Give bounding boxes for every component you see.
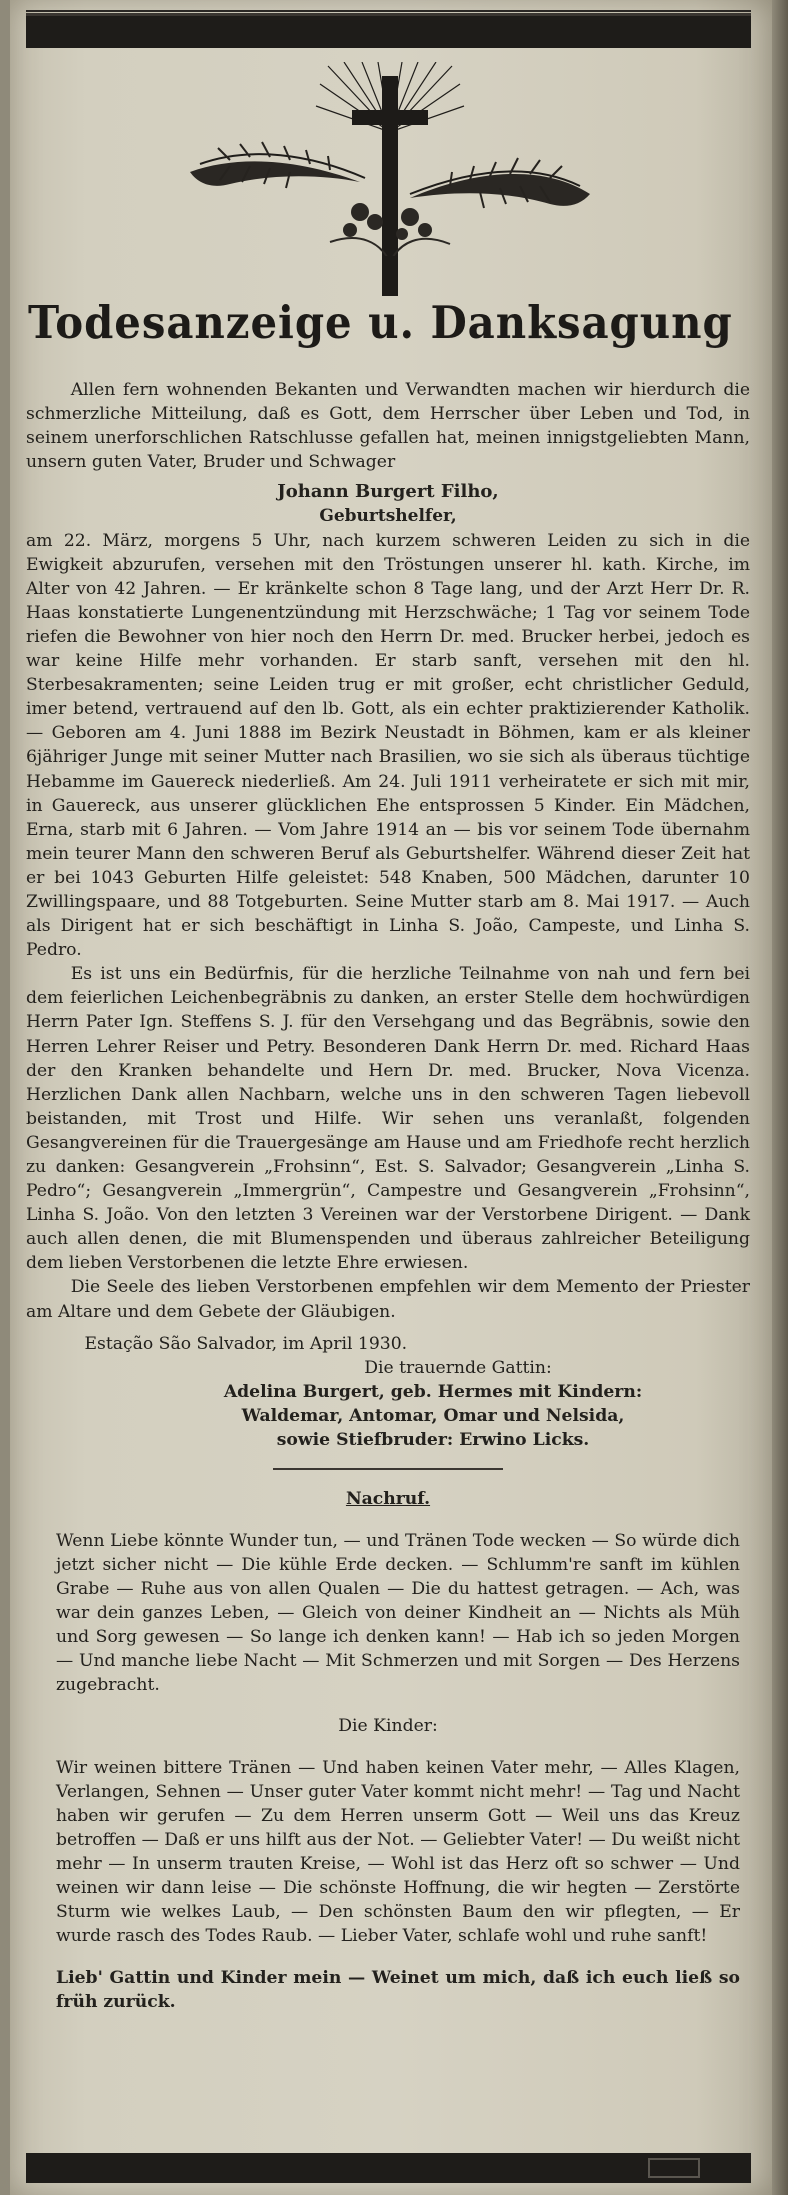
cross-palm-emblem	[170, 62, 610, 312]
signature-line: Waldemar, Antomar, Omar und Nelsida,	[241, 1405, 625, 1426]
signature-line: Adelina Burgert, geb. Hermes mit Kindern:	[223, 1381, 643, 1402]
kinder-title: Die Kinder:	[338, 1716, 438, 1737]
intro-paragraph: Allen fern wohnenden Bekanten und Verwandten machen wir hierdurch die schmerzliche Mitteilung, daß es Gott, dem Herrscher über Leben und Tod, in seinem unerforschlichen Ratschlusse gefallen hat, meinen innigstgeliebten Mann, unsern guten Vater, Bruder und Schwager	[26, 380, 750, 473]
soul-paragraph: Die Seele des lieben Verstorbenen empfehlen wir dem Memento der Priester am Altare und dem Gebete der Gläubigen.	[26, 1277, 750, 1322]
nachruf-title: Nachruf.	[345, 1489, 431, 1510]
signature-heading: Die trauernde Gattin:	[364, 1357, 552, 1378]
kinder-closing-text: Lieb' Gattin und Kinder mein — Weinet um mich, daß ich euch ließ so früh zurück.	[56, 1967, 740, 2012]
death-paragraph: am 22. März, morgens 5 Uhr, nach kurzem schweren Leiden zu sich in die Ewigkeit abzurufen, versehen mit den Tröstungen unserer hl. kath. Kirche, im Alter von 42 Jahren. — Er kränkelte schon 8 Tage lang, und der Arzt Herr Dr. R. Haas konstatierte Lungenentzündung mit Herzschwäche; 1 Tag vor seinem Tode riefen die Bewohner von hier noch den Herrn Dr. med. Brucker herbei, jedoch es war keine Hilfe mehr vorhanden. Er starb sanft, versehen mit den hl. Sterbesakramenten; seine Leiden trug er mit großer, echt christlicher Geduld, imer betend, vertrauend auf den lb. Gott, als ein echter praktizierender Katholik. — Geboren am 4. Juni 1888 im Bezirk Neustadt in Böhmen, kam er als kleiner 6jähriger Junge mit seiner Mutter nach Brasilien, wo sie sich als überaus tüchtige Hebamme im Gauereck niederließ. Am 24. Juli 1911 verheiratete er sich mit mir, in Gauereck, aus unserer glücklichen Ehe entsprossen 5 Kinder. Ein Mädchen, Erna, starb mit 6 Jahren. — Vom Jahre 1914 an — bis vor seinem Tode übernahm mein teurer Mann den schweren Beruf als Geburtshelfer. Während dieser Zeit hat er bei 1043 Geburten Hilfe geleistet: 548 Knaben, 500 Mädchen, darunter 10 Zwillingspaare, und 88 Totgeburten. Seine Mutter starb am 8. Mai 1917. — Auch als Dirigent hat er sich beschäftigt in Linha S. João, Campeste, und Linha S. Pedro.	[26, 530, 750, 961]
top-thin-rule	[26, 10, 751, 12]
signature-line: sowie Stiefbruder: Erwino Licks.	[276, 1430, 590, 1451]
place-date: Estação São Salvador, im April 1930.	[84, 1333, 408, 1354]
nachruf-poem: Wenn Liebe könnte Wunder tun, — und Tränen Tode wecken — So würde dich jetzt sicher nicht — Die kühle Erde decken. — Schlumm're sanft im kühlen Grabe — Ruhe aus von allen Qualen — Die du hattest getragen. — Ach, was war dein ganzes Leben, — Gleich von deiner Kindheit an — Nichts als Müh und Sorg gewesen — So lange ich denken kann! — Hab ich so jeden Morgen — Und manche liebe Nacht — Mit Schmerzen und mit Sorgen — Des Herzens zugebracht.	[56, 1530, 740, 1696]
page-title: Todesanzeige u. Danksagung	[28, 296, 733, 349]
kinder-closing	[26, 1966, 750, 2014]
section-divider	[273, 1468, 503, 1470]
bottom-black-rule	[26, 2153, 751, 2183]
deceased-name: Johann Burgert Filho,	[277, 481, 499, 503]
top-black-rule	[26, 13, 751, 48]
deceased-title: Geburtshelfer,	[319, 506, 457, 527]
thanks-paragraph: Es ist uns ein Bedürfnis, für die herzliche Teilnahme von nah und fern bei dem feierlichen Leichenbegräbnis zu danken, an erster Stelle dem hochwürdigen Herrn Pater Ign. Steffens S. J. für den Versehgang und das Begräbnis, sowie den Herren Lehrer Reiser und Petry. Besonderen Dank Herrn Dr. med. Richard Haas der den Kranken behandelte und Hern Dr. med. Brucker, Nova Vicenza. Herzlichen Dank allen Nachbarn, welche uns in den schweren Tagen liebevoll beistanden, mit Trost und Hilfe. Wir sehen uns veranlaßt, folgenden Gesangvereinen für die Trauergesänge am Hause und am Friedhofe recht herzlich zu danken: Gesangverein „Frohsinn“, Est. S. Salvador; Gesangverein „Linha S. Pedro“; Gesangverein „Immergrün“, Campestre und Gesangverein „Frohsinn“, Linha S. João. Von den letzten 3 Vereinen war der Verstorbene Dirigent. — Dank auch allen denen, die mit Blumenspenden und überaus zahlreicher Beteiligung dem lieben Verstorbenen die letzte Ehre erwiesen.	[26, 964, 750, 1274]
kinder-poem: Wir weinen bittere Tränen — Und haben keinen Vater mehr, — Alles Klagen, Verlangen, Sehnen — Unser guter Vater kommt nicht mehr! — Tag und Nacht haben wir gerufen — Zu dem Herren unserm Gott — Weil uns das Kreuz betroffen — Daß er uns hilft aus der Not. — Geliebter Vater! — Du weißt nicht mehr — In unserm trauten Kreise, — Wohl ist das Herz oft so schwer — Und weinen wir dann leise — Die schönste Hoffnung, die wir hegten — Zerstörte Sturm wie welkes Laub, — Den schönsten Baum den wir pflegten, — Er wurde rasch des Todes Raub. — Lieber Vater, schlafe wohl und ruhe sanft!	[56, 1757, 740, 1947]
page-edge-shadow	[772, 0, 788, 2195]
bottom-rule-box	[648, 2158, 700, 2178]
notice-body	[26, 378, 750, 2031]
